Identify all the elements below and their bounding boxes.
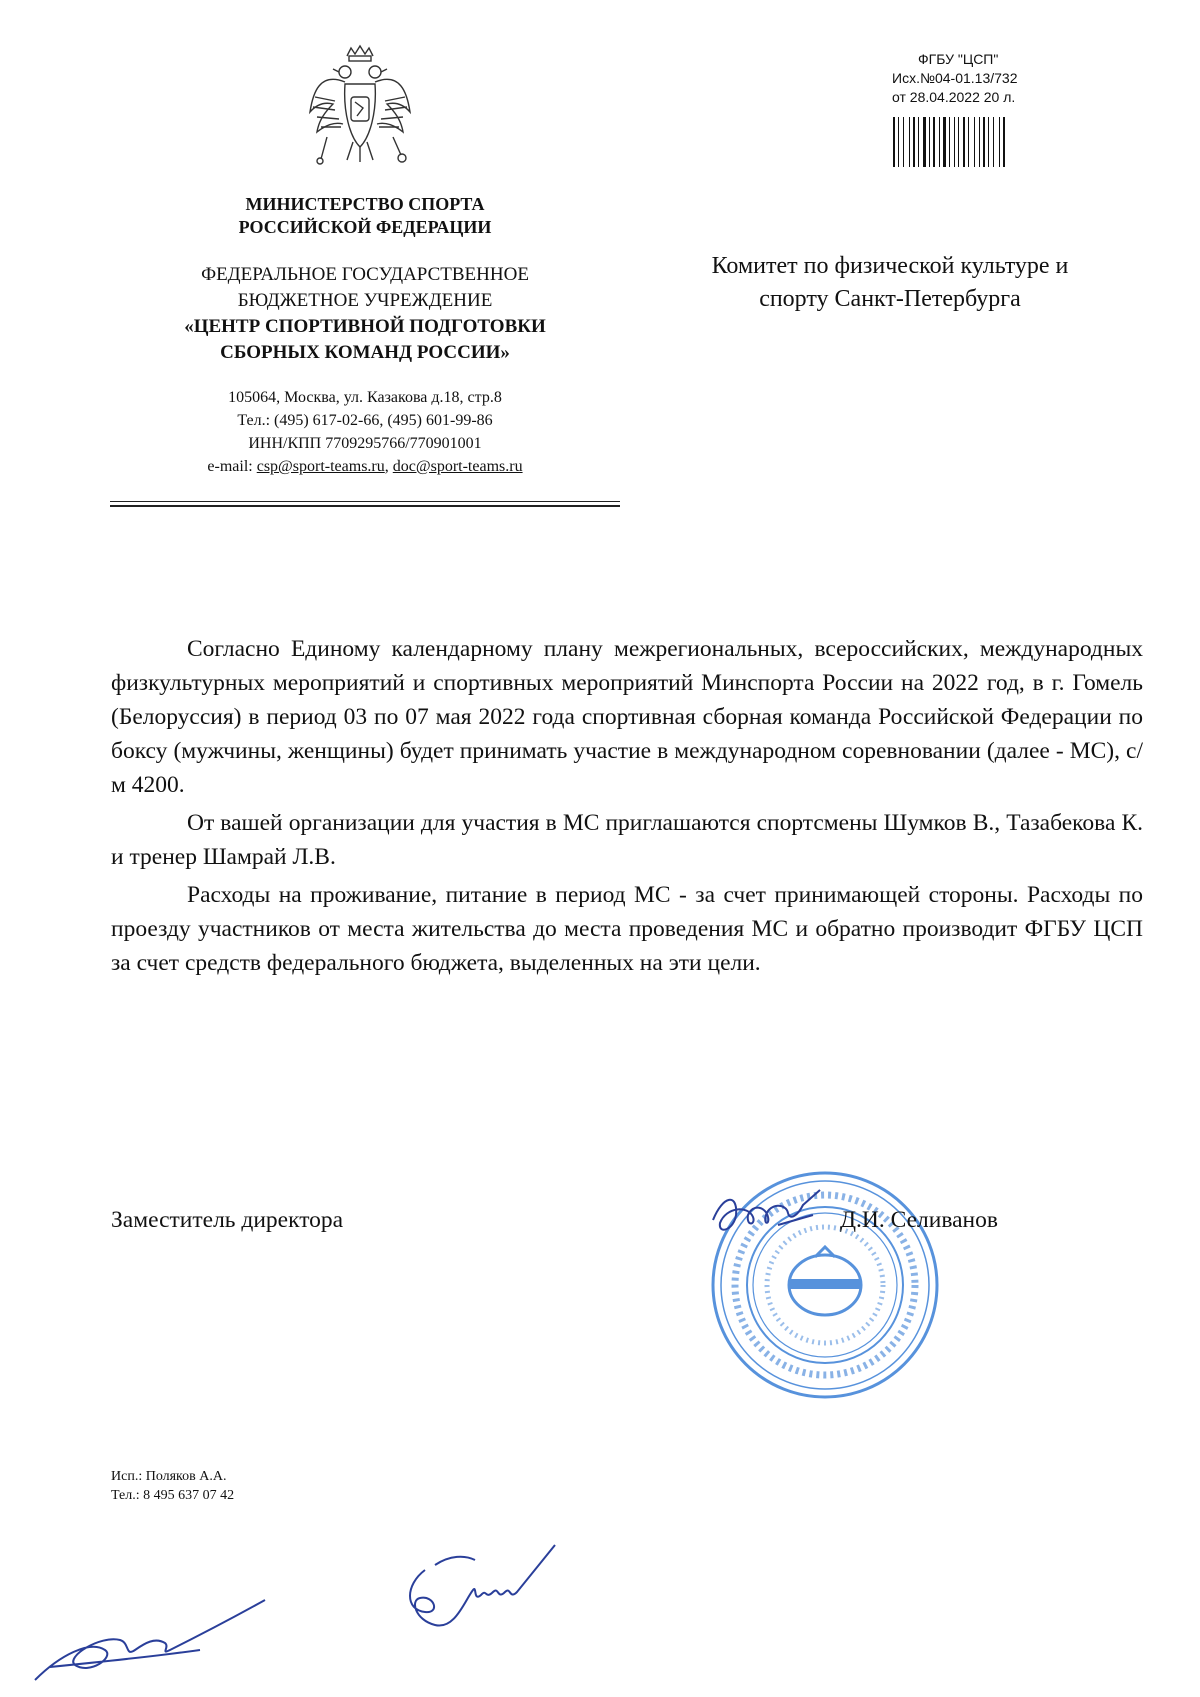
barcode-bar	[939, 117, 940, 167]
email-separator: ,	[384, 458, 393, 475]
signer-title: Заместитель директора	[111, 1207, 344, 1233]
executor-name: Исп.: Поляков А.А.	[111, 1469, 227, 1484]
barcode-bar	[918, 117, 919, 167]
body-paragraph-3: Расходы на проживание, питание в период МС - за счет принимающей стороны. Расходы по проезду участников от места жительства до места проведения МС и обратно производит ФГБУ ЦСП за счет средств федерального бюджета, выделенных на эти цели.	[111, 882, 1143, 976]
approval-signature-left	[30, 1595, 270, 1685]
registration-number: Исх.№04-01.13/732	[892, 70, 1018, 86]
body-paragraph-2: От вашей организации для участия в МС приглашаются спортсмены Шумков В., Тазабекова К. и тренер Шамрай Л.В.	[111, 810, 1143, 870]
email-link-doc[interactable]: doc@sport-teams.ru	[392, 458, 523, 475]
ministry-line-1: МИНИСТЕРСТВО СПОРТА	[245, 194, 485, 214]
barcode-bar	[933, 117, 935, 167]
barcode-bar	[993, 117, 994, 167]
addressee	[660, 250, 1120, 316]
executor-info	[111, 1467, 234, 1505]
org-email	[110, 455, 620, 478]
barcode-bar	[988, 117, 989, 167]
barcode-bar	[999, 117, 1000, 167]
letterhead-rule-thin	[110, 501, 620, 502]
barcode-bar	[923, 117, 926, 167]
barcode-bar	[949, 117, 950, 167]
barcode-bar	[968, 117, 969, 167]
barcode-bar	[974, 117, 975, 167]
addressee-line-1: Комитет по физической культуре и	[711, 253, 1069, 279]
barcode-bar	[963, 117, 965, 167]
registration-stamp	[860, 50, 1060, 107]
org-line-4: СБОРНЫХ КОМАНД РОССИИ»	[220, 342, 510, 363]
org-line-3: «ЦЕНТР СПОРТИВНОЙ ПОДГОТОВКИ	[184, 316, 546, 337]
org-line-1: ФЕДЕРАЛЬНОЕ ГОСУДАРСТВЕННОЕ	[201, 264, 529, 285]
org-line-2: БЮДЖЕТНОЕ УЧРЕЖДЕНИЕ	[237, 290, 493, 311]
barcode-bar	[893, 117, 895, 167]
coat-of-arms-emblem	[305, 42, 415, 167]
approval-signature-right	[395, 1540, 565, 1640]
body-paragraph-1: Согласно Единому календарному плану межрегиональных, всероссийских, международных физкультурных мероприятий и спортивных мероприятий Минспорта России на 2022 год, в г. Гомель (Белоруссия) в период 03 по 07 мая 2022 года спортивная сборная команда Российской Федерации по боксу (мужчины, женщины) будет принимать участие в международном соревновании (далее - МС), с/м 4200.	[111, 636, 1143, 798]
org-address: 105064, Москва, ул. Казакова д.18, стр.8	[228, 389, 502, 406]
letter-body	[111, 632, 1143, 984]
org-phone: Тел.: (495) 617-02-66, (495) 601-99-86	[237, 412, 493, 429]
org-inn: ИНН/КПП 7709295766/770901001	[248, 435, 482, 452]
email-link-csp[interactable]: csp@sport-teams.ru	[256, 458, 385, 475]
signer-name: Д.И. Селиванов	[840, 1207, 998, 1233]
barcode-bar	[983, 117, 985, 167]
barcode	[893, 117, 1043, 167]
barcode-bar	[903, 117, 904, 167]
barcode-bar	[909, 117, 910, 167]
ministry-line-2: РОССИЙСКОЙ ФЕДЕРАЦИИ	[238, 217, 492, 237]
barcode-bar	[958, 117, 959, 167]
barcode-bar	[954, 117, 955, 167]
registration-org: ФГБУ "ЦСП"	[918, 51, 999, 67]
barcode-bar	[979, 117, 980, 167]
barcode-bar	[943, 117, 946, 167]
addressee-line-2: спорту Санкт-Петербурга	[759, 286, 1021, 312]
letterhead-rule-thick	[110, 505, 620, 507]
organization-contacts	[110, 386, 620, 478]
organization-name	[110, 262, 620, 366]
ministry-name	[110, 193, 620, 239]
barcode-bar	[913, 117, 915, 167]
registration-date: от 28.04.2022 20 л.	[892, 89, 1016, 105]
email-label: e-mail:	[207, 458, 257, 475]
barcode-bar	[1003, 117, 1005, 167]
barcode-bar	[929, 117, 930, 167]
barcode-bar	[898, 117, 899, 167]
executor-phone: Тел.: 8 495 637 07 42	[111, 1488, 235, 1503]
handwritten-signature	[708, 1185, 828, 1245]
